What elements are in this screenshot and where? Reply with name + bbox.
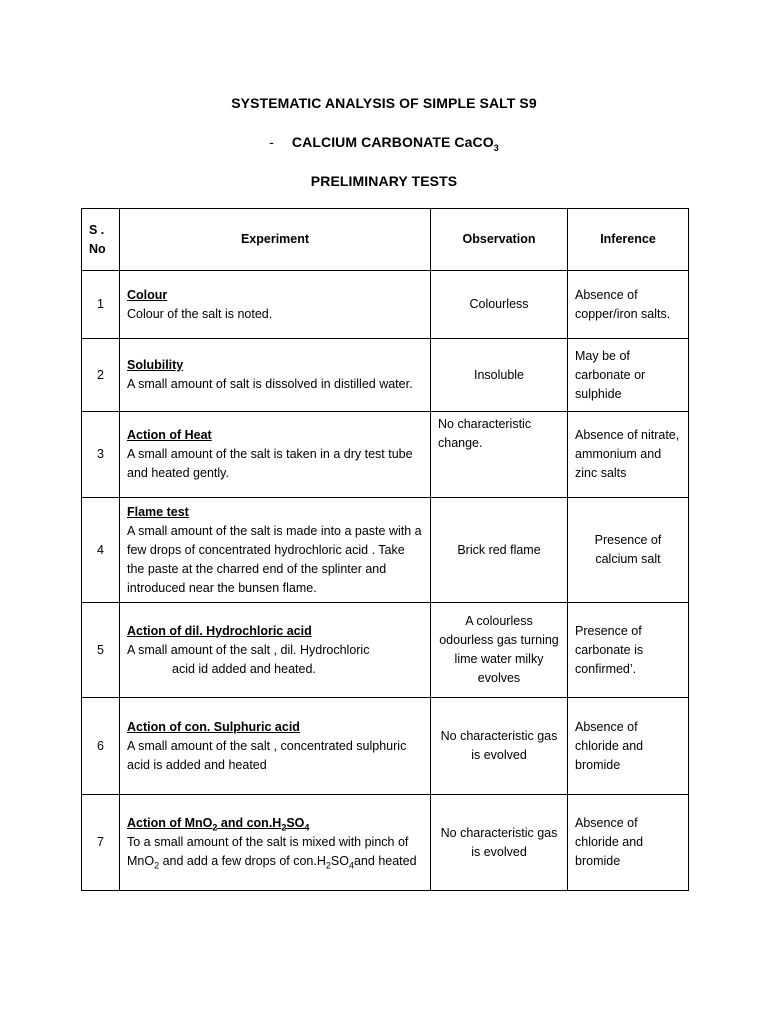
observation-cell: No characteristic gas is evolved [431, 795, 568, 891]
experiment-cell [120, 339, 431, 412]
experiment-cell [120, 271, 431, 339]
tests-table [81, 208, 689, 891]
header-observation: Observation [431, 209, 568, 271]
row-number: 4 [82, 498, 120, 603]
inference-cell: Presence of calcium salt [568, 498, 689, 603]
row-number: 3 [82, 412, 120, 498]
subscript: 4 [304, 822, 310, 833]
experiment-text: A small amount of the salt , concentrated sulphuric acid is added and heated [127, 738, 407, 772]
observation-cell: Insoluble [431, 339, 568, 412]
table-row [82, 271, 689, 339]
row-number: 5 [82, 603, 120, 698]
inference-cell: Absence of chloride and bromide [568, 795, 689, 891]
experiment-title: Action of dil. Hydrochloric acid [127, 623, 312, 638]
experiment-cell [120, 412, 431, 498]
experiment-text [127, 835, 417, 871]
table-row [82, 603, 689, 698]
experiment-cell [120, 795, 431, 891]
experiment-title-part: Action of MnO [127, 816, 213, 830]
experiment-title: Action of Heat [127, 428, 212, 442]
subtitle-dash: - [269, 134, 274, 150]
experiment-text-part: SO [330, 854, 349, 868]
experiment-text: A small amount of the salt is taken in a dry test tube and heated gently. [127, 447, 413, 480]
salt-name [0, 134, 768, 153]
experiment-title-part: SO [286, 816, 305, 830]
experiment-title [127, 814, 423, 833]
experiment-title: Flame test [127, 504, 189, 519]
experiment-text: A small amount of the salt is made into a paste with a few drops of concentrated hydrochloric acid . Take the paste at the charred end of the splinter and introduced near the bunsen flame. [127, 523, 422, 595]
observation-cell: No characteristic change. [431, 412, 568, 498]
experiment-cell [120, 498, 431, 603]
inference-cell: Presence of carbonate is confirmed’. [568, 603, 689, 698]
experiment-text: A small amount of salt is dissolved in distilled water. [127, 377, 413, 391]
table-row [82, 795, 689, 891]
subscript: 2 [154, 860, 160, 871]
observation-cell: A colourless odourless gas turning lime water milky evolves [431, 603, 568, 698]
row-number: 2 [82, 339, 120, 412]
subscript: 4 [348, 860, 354, 871]
inference-cell: Absence of nitrate, ammonium and zinc salts [568, 412, 689, 498]
experiment-text-continued: acid id added and heated. [172, 661, 316, 676]
observation-cell: No characteristic gas is evolved [431, 698, 568, 795]
experiment-title-part: and con.H [217, 816, 282, 830]
subscript: 2 [281, 822, 287, 833]
header-sno: S . No [82, 209, 120, 271]
experiment-cell [120, 698, 431, 795]
subscript: 2 [212, 822, 218, 833]
experiment-text-part: and heated [353, 854, 417, 868]
table-row [82, 698, 689, 795]
experiment-text: A small amount of the salt , dil. Hydrochloric [127, 642, 370, 657]
header-inference: Inference [568, 209, 689, 271]
inference-cell: Absence of copper/iron salts. [568, 271, 689, 339]
row-number: 6 [82, 698, 120, 795]
observation-cell: Colourless [431, 271, 568, 339]
experiment-cell [120, 603, 431, 698]
table-row [82, 498, 689, 603]
inference-cell: Absence of chloride and bromide [568, 698, 689, 795]
experiment-text-part: and add a few drops of con.H [159, 854, 326, 868]
experiment-text: Colour of the salt is noted. [127, 306, 273, 321]
inference-cell: May be of carbonate or sulphide [568, 339, 689, 412]
table-row [82, 412, 689, 498]
table-row [82, 339, 689, 412]
salt-name-text: CALCIUM CARBONATE CaCO [291, 134, 494, 150]
experiment-title: Solubility [127, 358, 184, 372]
experiment-title: Colour [127, 287, 168, 302]
experiment-text-part: To a small amount of the salt is mixed with pinch of MnO [127, 835, 409, 868]
table-header-row [82, 209, 689, 271]
subscript: 2 [325, 860, 331, 871]
salt-name-subscript: 3 [493, 142, 499, 153]
experiment-title: Action of con. Sulphuric acid [127, 719, 300, 734]
page-title: SYSTEMATIC ANALYSIS OF SIMPLE SALT S9 [231, 95, 537, 111]
section-heading: PRELIMINARY TESTS [310, 173, 458, 189]
header-experiment: Experiment [120, 209, 431, 271]
row-number: 7 [82, 795, 120, 891]
observation-cell: Brick red flame [431, 498, 568, 603]
row-number: 1 [82, 271, 120, 339]
